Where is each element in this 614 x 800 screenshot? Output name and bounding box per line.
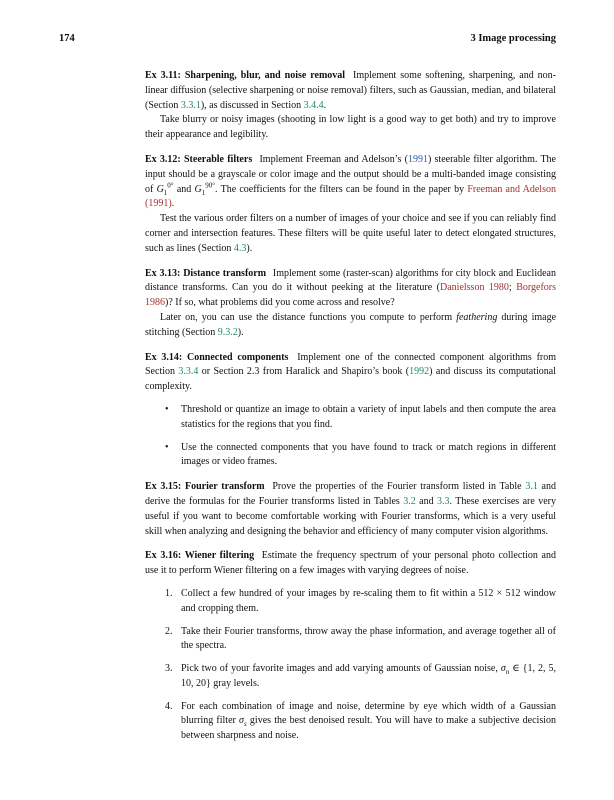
chapter-header: 3 Image processing (470, 33, 556, 44)
exercise-paragraph (145, 549, 556, 579)
numbered-item (145, 700, 556, 744)
page-header (0, 0, 614, 44)
bullet-item (145, 403, 556, 433)
text-run: ) steerable filter algorithm. The input should be a grayscale or color image and the output should be a multi-banded image consisting of (145, 153, 556, 195)
math-symbol: n (505, 668, 510, 677)
numbered-item (145, 662, 556, 692)
math-symbol: 1 (201, 188, 206, 197)
exercise-paragraph (145, 153, 556, 212)
text-run: Pick two of your favorite images and add varying amounts of Gaussian noise, (181, 663, 501, 675)
paragraph (145, 113, 556, 143)
text-run: ), as discussed in Section (200, 99, 304, 111)
text-run: and (415, 495, 437, 507)
text-run: Prove the properties of the Fourier transform listed in Table (268, 481, 526, 493)
text-run: Test the various order filters on a number of images of your choice and see if you can reliably find corner and intersection features. These filters will be quite useful later to detect elongated structures, such as lines (Section (145, 213, 556, 254)
text-run: Take blurry or noisy images (shooting in low light is a good way to get both) and try to improve their appearance and legibility. (145, 114, 556, 141)
text-run: For each combination of image and noise, determine by eye which width of a Gaussian blurring filter (181, 700, 556, 727)
math-symbol: σ (239, 715, 244, 727)
bullet-item (145, 441, 556, 471)
text-run: and derive the formulas for the Fourier transforms listed in Tables (145, 481, 556, 507)
text-run: Use the connected components that you have found to track or match regions in different images or video frames. (181, 441, 556, 468)
exercise-heading: Ex 3.14: Connected components (145, 351, 289, 363)
exercise-heading: Ex 3.16: Wiener filtering (145, 550, 255, 562)
section-link[interactable]: 1992 (409, 366, 430, 378)
text-run: feathering (456, 311, 498, 323)
numbered-item (145, 587, 556, 617)
math-symbol: s (243, 720, 247, 729)
text-run: . The coefficients for the filters can be found in the paper by (215, 183, 468, 195)
text-run: ; (508, 282, 517, 294)
text-run: and (173, 183, 195, 195)
section-link[interactable]: 3.4.4 (303, 99, 324, 111)
bullet-icon: • (165, 441, 169, 453)
section-link[interactable]: 3.3.1 (180, 99, 201, 111)
text-run: Implement one of the connected component algorithms from Section (145, 351, 557, 378)
text-run: ) and discuss its computational complexity. (145, 366, 556, 393)
text-run: during image stitching (Section (145, 311, 557, 338)
exercise-paragraph (145, 480, 556, 539)
page-number: 174 (59, 33, 75, 44)
page-content (145, 69, 556, 744)
text-run: ). (246, 242, 253, 254)
text-run: ∈ {1, 2, 5, 10, 20} gray levels. (181, 663, 556, 689)
exercise-heading: Ex 3.11: Sharpening, blur, and noise removal (145, 70, 346, 81)
citation-link[interactable]: Borgefors 1986 (145, 282, 556, 309)
citation-link[interactable]: Freeman and Adelson (1991) (145, 183, 556, 210)
section-link[interactable]: 4.3 (233, 242, 247, 254)
text-run: Take their Fourier transforms, throw away the phase information, and average together all of the spectra. (181, 625, 556, 652)
bullet-icon: • (165, 403, 169, 415)
math-symbol: 90° (205, 181, 216, 190)
paragraph (145, 311, 556, 341)
section-link[interactable]: 9.3.2 (217, 326, 238, 338)
math-symbol: σ (500, 663, 506, 675)
math-symbol: G (156, 183, 164, 195)
paragraph (145, 212, 556, 256)
text-run: . These exercises are very useful if you want to become comfortable working with Fourier transforms, which is a very useful skill when analyzing and designing the behavior and efficiency of many computer vision algorithms. (145, 495, 556, 537)
text-run: Threshold or quantize an image to obtain a variety of input labels and then compute the area statistics for the regions that you find. (181, 403, 556, 430)
text-run: Implement some softening, sharpening, and non-linear diffusion (selective sharpening or noise removal) filters, such as Gaussian, median, and bilateral (Section (145, 70, 557, 111)
citation-link[interactable]: Danielsson 1980 (440, 282, 509, 294)
section-link[interactable]: 3.1 (525, 481, 538, 493)
item-number: 2. (165, 625, 173, 637)
text-run: ). (237, 326, 244, 338)
text-run: or Section 2.3 from Haralick and Shapiro’s book ( (198, 366, 410, 378)
numbered-item (145, 625, 556, 655)
section-link[interactable]: 3.2 (403, 495, 416, 507)
text-run: Collect a few hundred of your images by re-scaling them to fit within a 512 × 512 window and cropping them. (181, 587, 556, 614)
exercise-paragraph (145, 267, 556, 311)
exercise-paragraph (145, 69, 556, 113)
math-symbol: G (194, 183, 202, 195)
text-run: . (171, 198, 175, 210)
math-symbol: 1 (163, 188, 168, 197)
year-link[interactable]: 1991 (407, 153, 428, 165)
text-run: . (323, 99, 327, 111)
text-run: Implement Freeman and Adelson’s ( (256, 153, 408, 165)
math-symbol: 0° (167, 181, 174, 190)
exercise-heading: Ex 3.12: Steerable filters (145, 153, 253, 165)
text-run: )? If so, what problems did you come across and resolve? (165, 297, 395, 309)
item-number: 3. (165, 663, 173, 675)
text-run: gives the best denoised result. You will have to make a subjective decision between sharpness and noise. (181, 715, 556, 742)
exercise-heading: Ex 3.13: Distance transform (145, 267, 267, 279)
text-run: Implement some (raster-scan) algorithms for city block and Euclidean distance transforms. Can you do it without peeking at the literature ( (145, 267, 556, 294)
text-run: Estimate the frequency spectrum of your personal photo collection and use it to perform Wiener filtering on a few images with varying degrees of noise. (145, 550, 556, 577)
section-link[interactable]: 3.3.4 (178, 366, 199, 378)
item-number: 1. (165, 587, 173, 599)
section-link[interactable]: 3.3 (437, 495, 450, 507)
exercise-heading: Ex 3.15: Fourier transform (145, 481, 265, 493)
item-number: 4. (165, 700, 173, 712)
exercise-paragraph (145, 351, 556, 395)
text-run: Later on, you can use the distance functions you compute to perform (160, 311, 457, 323)
